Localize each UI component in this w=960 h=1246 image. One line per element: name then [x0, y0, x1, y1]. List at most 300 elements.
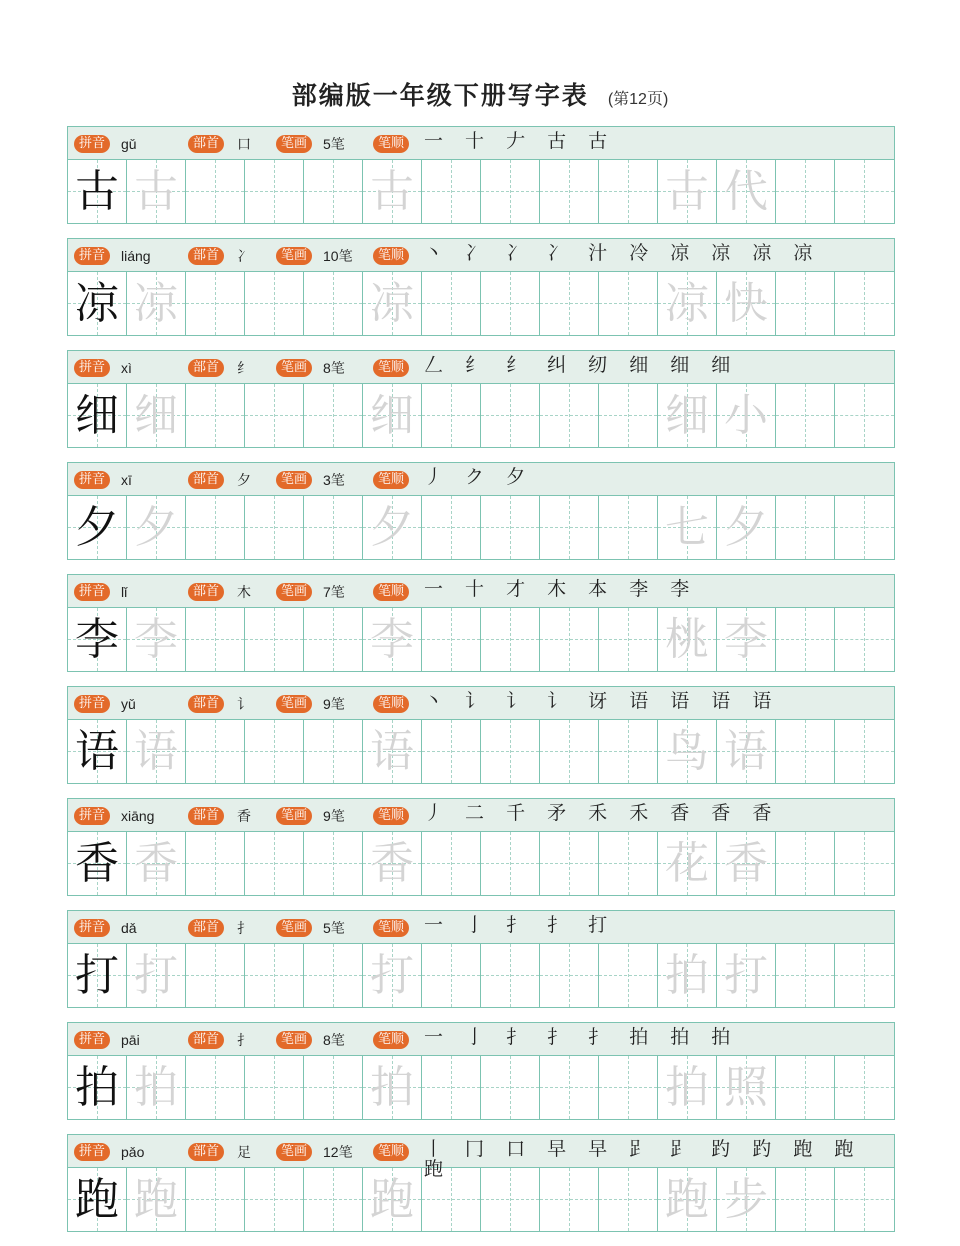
writing-grid — [68, 1168, 894, 1231]
writing-cell[interactable] — [776, 1056, 835, 1119]
writing-cell[interactable] — [540, 1168, 599, 1231]
pinyin-value: liáng — [121, 248, 151, 264]
bishun-value: 一 亅 扌 扌 扌 拍 拍 拍 — [424, 1026, 739, 1048]
word-character: 鸟 — [665, 726, 709, 777]
model-character: 打 — [75, 950, 119, 1001]
word-character: 代 — [724, 166, 768, 217]
trace-character: 李 — [134, 614, 178, 665]
writing-cell[interactable] — [599, 832, 658, 895]
writing-cell[interactable] — [658, 1168, 717, 1231]
bushou-value: 夕 — [237, 472, 251, 488]
writing-cell[interactable] — [658, 720, 717, 783]
writing-cell[interactable] — [186, 496, 245, 559]
pinyin-tag: 拼音 — [74, 695, 110, 713]
writing-cell[interactable] — [481, 384, 540, 447]
bushou-value: 讠 — [237, 696, 251, 712]
writing-cell[interactable] — [717, 1056, 776, 1119]
writing-cell[interactable] — [363, 272, 422, 335]
writing-cell[interactable] — [363, 1168, 422, 1231]
pinyin-tag: 拼音 — [74, 1031, 110, 1049]
bishun-tag: 笔顺 — [373, 247, 409, 265]
pinyin-value: xì — [121, 360, 132, 376]
bushou-tag: 部首 — [188, 247, 224, 265]
writing-cell[interactable] — [304, 272, 363, 335]
writing-cell[interactable] — [658, 944, 717, 1007]
writing-cell[interactable] — [717, 496, 776, 559]
writing-cell[interactable] — [422, 1056, 481, 1119]
bihua-tag: 笔画 — [276, 359, 312, 377]
writing-cell[interactable] — [186, 272, 245, 335]
writing-cell[interactable] — [599, 944, 658, 1007]
writing-cell[interactable] — [68, 832, 127, 895]
pinyin-value: dǎ — [121, 920, 137, 936]
character-row — [67, 238, 895, 336]
trace-character: 跑 — [134, 1174, 178, 1225]
writing-grid — [68, 160, 894, 223]
character-row — [67, 574, 895, 672]
writing-cell[interactable] — [245, 944, 304, 1007]
writing-cell[interactable] — [127, 832, 186, 895]
writing-cell[interactable] — [422, 496, 481, 559]
trace-character: 古 — [370, 166, 414, 217]
bihua-value: 12笔 — [323, 1144, 353, 1160]
writing-cell[interactable] — [127, 496, 186, 559]
bishun-value: 一 亅 扌 扌 打 — [424, 914, 616, 936]
writing-cell[interactable] — [127, 272, 186, 335]
character-row — [67, 350, 895, 448]
bushou-tag: 部首 — [188, 583, 224, 601]
writing-cell[interactable] — [422, 1168, 481, 1231]
writing-grid — [68, 1056, 894, 1119]
writing-cell[interactable] — [481, 1168, 540, 1231]
writing-grid — [68, 720, 894, 783]
bishun-value: 一 十 𠂇 古 古 — [424, 130, 616, 152]
writing-cell[interactable] — [245, 272, 304, 335]
writing-grid — [68, 832, 894, 895]
word-character: 小 — [724, 390, 768, 441]
bushou-tag: 部首 — [188, 1031, 224, 1049]
writing-grid — [68, 384, 894, 447]
word-character: 香 — [724, 838, 768, 889]
writing-cell[interactable] — [540, 832, 599, 895]
bushou-tag: 部首 — [188, 471, 224, 489]
writing-cell[interactable] — [835, 1056, 894, 1119]
writing-cell[interactable] — [481, 1056, 540, 1119]
writing-cell[interactable] — [363, 832, 422, 895]
writing-cell[interactable] — [186, 832, 245, 895]
writing-cell[interactable] — [68, 384, 127, 447]
writing-cell[interactable] — [481, 832, 540, 895]
bushou-tag: 部首 — [188, 359, 224, 377]
pinyin-tag: 拼音 — [74, 471, 110, 489]
bishun-tag: 笔顺 — [373, 583, 409, 601]
trace-character: 凉 — [134, 278, 178, 329]
writing-cell[interactable] — [245, 1056, 304, 1119]
word-character: 语 — [724, 726, 768, 777]
pinyin-value: yǔ — [121, 696, 136, 712]
writing-cell[interactable] — [540, 160, 599, 223]
writing-cell[interactable] — [599, 496, 658, 559]
word-character: 照 — [724, 1062, 768, 1113]
character-table — [67, 126, 895, 1246]
writing-cell[interactable] — [363, 384, 422, 447]
writing-cell[interactable] — [540, 608, 599, 671]
word-character: 凉 — [665, 278, 709, 329]
pinyin-value: pǎo — [121, 1144, 145, 1160]
model-character: 古 — [75, 166, 119, 217]
writing-cell[interactable] — [304, 944, 363, 1007]
writing-cell[interactable] — [835, 832, 894, 895]
character-info-bar — [68, 351, 894, 384]
bushou-value: 纟 — [237, 360, 251, 376]
bihua-tag: 笔画 — [276, 695, 312, 713]
writing-cell[interactable] — [304, 160, 363, 223]
writing-cell[interactable] — [186, 720, 245, 783]
writing-cell[interactable] — [186, 944, 245, 1007]
writing-cell[interactable] — [717, 944, 776, 1007]
trace-character: 香 — [370, 838, 414, 889]
word-character: 李 — [724, 614, 768, 665]
bushou-value: 扌 — [237, 920, 251, 936]
writing-cell[interactable] — [422, 272, 481, 335]
bushou-value: 冫 — [237, 248, 251, 264]
pinyin-tag: 拼音 — [74, 583, 110, 601]
writing-cell[interactable] — [540, 272, 599, 335]
bishun-value: 丿 二 千 矛 禾 禾 香 香 香 — [424, 802, 780, 824]
character-info-bar — [68, 127, 894, 160]
model-character: 夕 — [75, 502, 119, 553]
word-character: 步 — [724, 1174, 768, 1225]
bushou-tag: 部首 — [188, 807, 224, 825]
writing-cell[interactable] — [245, 384, 304, 447]
bishun-value: 𠃋 纟 纟 纠 纫 细 细 细 — [424, 354, 739, 376]
writing-grid — [68, 944, 894, 1007]
writing-cell[interactable] — [422, 944, 481, 1007]
writing-cell[interactable] — [68, 944, 127, 1007]
writing-cell[interactable] — [363, 944, 422, 1007]
character-info-bar — [68, 1135, 894, 1180]
word-character: 桃 — [665, 614, 709, 665]
character-row — [67, 462, 895, 560]
writing-cell[interactable] — [304, 496, 363, 559]
writing-cell[interactable] — [658, 832, 717, 895]
word-character: 七 — [665, 502, 709, 553]
bishun-value: 丨 冂 口 早 早 𧾷 𧾷 趵 趵 跑 跑 跑 — [424, 1138, 862, 1180]
character-info-bar — [68, 799, 894, 832]
writing-cell[interactable] — [717, 272, 776, 335]
writing-cell[interactable] — [540, 384, 599, 447]
bishun-tag: 笔顺 — [373, 359, 409, 377]
trace-character: 古 — [134, 166, 178, 217]
bihua-tag: 笔画 — [276, 583, 312, 601]
writing-cell[interactable] — [776, 496, 835, 559]
writing-cell[interactable] — [422, 384, 481, 447]
model-character: 香 — [75, 838, 119, 889]
writing-cell[interactable] — [599, 160, 658, 223]
writing-cell[interactable] — [245, 832, 304, 895]
trace-character: 夕 — [370, 502, 414, 553]
model-character: 细 — [75, 390, 119, 441]
writing-cell[interactable] — [540, 944, 599, 1007]
character-row — [67, 1022, 895, 1120]
word-character: 打 — [724, 950, 768, 1001]
writing-cell[interactable] — [422, 160, 481, 223]
writing-cell[interactable] — [422, 832, 481, 895]
writing-grid — [68, 272, 894, 335]
character-info-bar — [68, 911, 894, 944]
character-row — [67, 910, 895, 1008]
writing-cell[interactable] — [540, 496, 599, 559]
character-row — [67, 686, 895, 784]
character-info-bar — [68, 575, 894, 608]
writing-cell[interactable] — [599, 1056, 658, 1119]
character-info-bar — [68, 687, 894, 720]
bihua-value: 5笔 — [323, 920, 345, 936]
trace-character: 李 — [370, 614, 414, 665]
bishun-value: 丿 ク 夕 — [424, 466, 534, 488]
writing-cell[interactable] — [304, 384, 363, 447]
writing-cell[interactable] — [186, 1168, 245, 1231]
character-row — [67, 798, 895, 896]
model-character: 拍 — [75, 1062, 119, 1113]
writing-cell[interactable] — [481, 160, 540, 223]
writing-cell[interactable] — [658, 272, 717, 335]
writing-cell[interactable] — [835, 160, 894, 223]
pinyin-value: xī — [121, 472, 132, 488]
bushou-value: 香 — [237, 808, 251, 824]
writing-cell[interactable] — [127, 608, 186, 671]
writing-cell[interactable] — [835, 384, 894, 447]
word-character: 夕 — [724, 502, 768, 553]
word-character: 跑 — [665, 1174, 709, 1225]
word-character: 拍 — [665, 1062, 709, 1113]
writing-cell[interactable] — [245, 720, 304, 783]
writing-cell[interactable] — [658, 160, 717, 223]
writing-cell[interactable] — [127, 160, 186, 223]
bushou-tag: 部首 — [188, 1143, 224, 1161]
pinyin-value: pāi — [121, 1032, 140, 1048]
writing-cell[interactable] — [717, 720, 776, 783]
writing-cell[interactable] — [776, 272, 835, 335]
trace-character: 香 — [134, 838, 178, 889]
bishun-value: 丶 冫 冫 冫 汁 冷 凉 凉 凉 凉 — [424, 242, 821, 264]
writing-cell[interactable] — [127, 1056, 186, 1119]
writing-cell[interactable] — [717, 608, 776, 671]
writing-cell[interactable] — [304, 832, 363, 895]
trace-character: 语 — [134, 726, 178, 777]
pinyin-value: xiāng — [121, 808, 155, 824]
writing-cell[interactable] — [186, 608, 245, 671]
writing-cell[interactable] — [599, 272, 658, 335]
writing-cell[interactable] — [186, 1056, 245, 1119]
writing-cell[interactable] — [835, 1168, 894, 1231]
pinyin-value: lǐ — [121, 584, 128, 600]
bihua-value: 8笔 — [323, 1032, 345, 1048]
page-number: (第12页) — [607, 91, 669, 108]
writing-cell[interactable] — [540, 1056, 599, 1119]
pinyin-tag: 拼音 — [74, 919, 110, 937]
pinyin-tag: 拼音 — [74, 807, 110, 825]
writing-cell[interactable] — [481, 720, 540, 783]
trace-character: 凉 — [370, 278, 414, 329]
writing-cell[interactable] — [245, 496, 304, 559]
writing-cell[interactable] — [186, 160, 245, 223]
writing-grid — [68, 496, 894, 559]
writing-cell[interactable] — [245, 608, 304, 671]
bihua-tag: 笔画 — [276, 471, 312, 489]
writing-cell[interactable] — [127, 720, 186, 783]
pinyin-value: gǔ — [121, 136, 137, 152]
character-info-bar — [68, 1023, 894, 1056]
trace-character: 拍 — [134, 1062, 178, 1113]
model-character: 跑 — [75, 1174, 119, 1225]
bihua-value: 9笔 — [323, 696, 345, 712]
word-character: 花 — [665, 838, 709, 889]
bushou-value: 足 — [237, 1144, 251, 1160]
bushou-tag: 部首 — [188, 695, 224, 713]
model-character: 凉 — [75, 278, 119, 329]
writing-cell[interactable] — [186, 384, 245, 447]
bihua-tag: 笔画 — [276, 807, 312, 825]
bishun-tag: 笔顺 — [373, 919, 409, 937]
character-row — [67, 1134, 895, 1232]
writing-cell[interactable] — [127, 1168, 186, 1231]
writing-cell[interactable] — [363, 1056, 422, 1119]
trace-character: 语 — [370, 726, 414, 777]
bihua-value: 10笔 — [323, 248, 353, 264]
writing-cell[interactable] — [363, 160, 422, 223]
trace-character: 细 — [134, 390, 178, 441]
writing-cell[interactable] — [776, 160, 835, 223]
writing-cell[interactable] — [422, 608, 481, 671]
writing-cell[interactable] — [304, 1056, 363, 1119]
word-character: 拍 — [665, 950, 709, 1001]
bihua-tag: 笔画 — [276, 135, 312, 153]
bushou-tag: 部首 — [188, 135, 224, 153]
writing-cell[interactable] — [835, 608, 894, 671]
writing-cell[interactable] — [599, 1168, 658, 1231]
writing-cell[interactable] — [304, 1168, 363, 1231]
writing-cell[interactable] — [363, 720, 422, 783]
pinyin-tag: 拼音 — [74, 135, 110, 153]
writing-cell[interactable] — [127, 944, 186, 1007]
bishun-value: 一 十 才 木 本 李 李 — [424, 578, 698, 600]
bishun-value: 丶 讠 讠 讠 讶 语 语 语 语 — [424, 690, 780, 712]
trace-character: 细 — [370, 390, 414, 441]
writing-cell[interactable] — [245, 1168, 304, 1231]
page-title-bar — [0, 76, 960, 112]
writing-cell[interactable] — [481, 496, 540, 559]
writing-cell[interactable] — [776, 384, 835, 447]
bushou-value: 扌 — [237, 1032, 251, 1048]
pinyin-tag: 拼音 — [74, 1143, 110, 1161]
writing-cell[interactable] — [481, 272, 540, 335]
character-info-bar — [68, 239, 894, 272]
bishun-tag: 笔顺 — [373, 1143, 409, 1161]
bushou-value: 口 — [237, 136, 251, 152]
bihua-tag: 笔画 — [276, 1143, 312, 1161]
bihua-value: 8笔 — [323, 360, 345, 376]
writing-cell[interactable] — [363, 608, 422, 671]
trace-character: 打 — [134, 950, 178, 1001]
writing-cell[interactable] — [68, 1168, 127, 1231]
trace-character: 拍 — [370, 1062, 414, 1113]
writing-cell[interactable] — [835, 272, 894, 335]
writing-cell[interactable] — [658, 608, 717, 671]
writing-cell[interactable] — [658, 496, 717, 559]
bihua-tag: 笔画 — [276, 919, 312, 937]
pinyin-tag: 拼音 — [74, 247, 110, 265]
writing-cell[interactable] — [127, 384, 186, 447]
writing-cell[interactable] — [422, 720, 481, 783]
writing-cell[interactable] — [776, 944, 835, 1007]
writing-cell[interactable] — [776, 720, 835, 783]
writing-cell[interactable] — [835, 720, 894, 783]
writing-cell[interactable] — [68, 720, 127, 783]
writing-cell[interactable] — [68, 608, 127, 671]
writing-cell[interactable] — [599, 608, 658, 671]
writing-cell[interactable] — [481, 944, 540, 1007]
writing-cell[interactable] — [363, 496, 422, 559]
bishun-tag: 笔顺 — [373, 807, 409, 825]
writing-cell[interactable] — [68, 160, 127, 223]
writing-cell[interactable] — [68, 496, 127, 559]
writing-cell[interactable] — [776, 1168, 835, 1231]
trace-character: 跑 — [370, 1174, 414, 1225]
writing-cell[interactable] — [658, 1056, 717, 1119]
bushou-value: 木 — [237, 584, 251, 600]
character-info-bar — [68, 463, 894, 496]
writing-cell[interactable] — [835, 496, 894, 559]
bishun-tag: 笔顺 — [373, 695, 409, 713]
page-title: 部编版一年级下册写字表 — [291, 81, 589, 110]
writing-cell[interactable] — [481, 608, 540, 671]
writing-cell[interactable] — [68, 272, 127, 335]
writing-cell[interactable] — [540, 720, 599, 783]
writing-cell[interactable] — [599, 720, 658, 783]
bushou-tag: 部首 — [188, 919, 224, 937]
bihua-value: 9笔 — [323, 808, 345, 824]
writing-cell[interactable] — [304, 608, 363, 671]
writing-cell[interactable] — [776, 608, 835, 671]
bishun-tag: 笔顺 — [373, 1031, 409, 1049]
model-character: 李 — [75, 614, 119, 665]
writing-cell[interactable] — [304, 720, 363, 783]
writing-cell[interactable] — [599, 384, 658, 447]
writing-grid — [68, 608, 894, 671]
writing-cell[interactable] — [658, 384, 717, 447]
word-character: 细 — [665, 390, 709, 441]
writing-cell[interactable] — [717, 1168, 776, 1231]
word-character: 古 — [665, 166, 709, 217]
writing-cell[interactable] — [835, 944, 894, 1007]
bihua-value: 5笔 — [323, 136, 345, 152]
writing-cell[interactable] — [717, 384, 776, 447]
word-character: 快 — [724, 278, 768, 329]
bihua-tag: 笔画 — [276, 247, 312, 265]
writing-cell[interactable] — [717, 832, 776, 895]
writing-cell[interactable] — [717, 160, 776, 223]
trace-character: 打 — [370, 950, 414, 1001]
character-row — [67, 126, 895, 224]
writing-cell[interactable] — [68, 1056, 127, 1119]
bishun-tag: 笔顺 — [373, 471, 409, 489]
writing-cell[interactable] — [776, 832, 835, 895]
writing-cell[interactable] — [245, 160, 304, 223]
bihua-tag: 笔画 — [276, 1031, 312, 1049]
trace-character: 夕 — [134, 502, 178, 553]
bishun-tag: 笔顺 — [373, 135, 409, 153]
